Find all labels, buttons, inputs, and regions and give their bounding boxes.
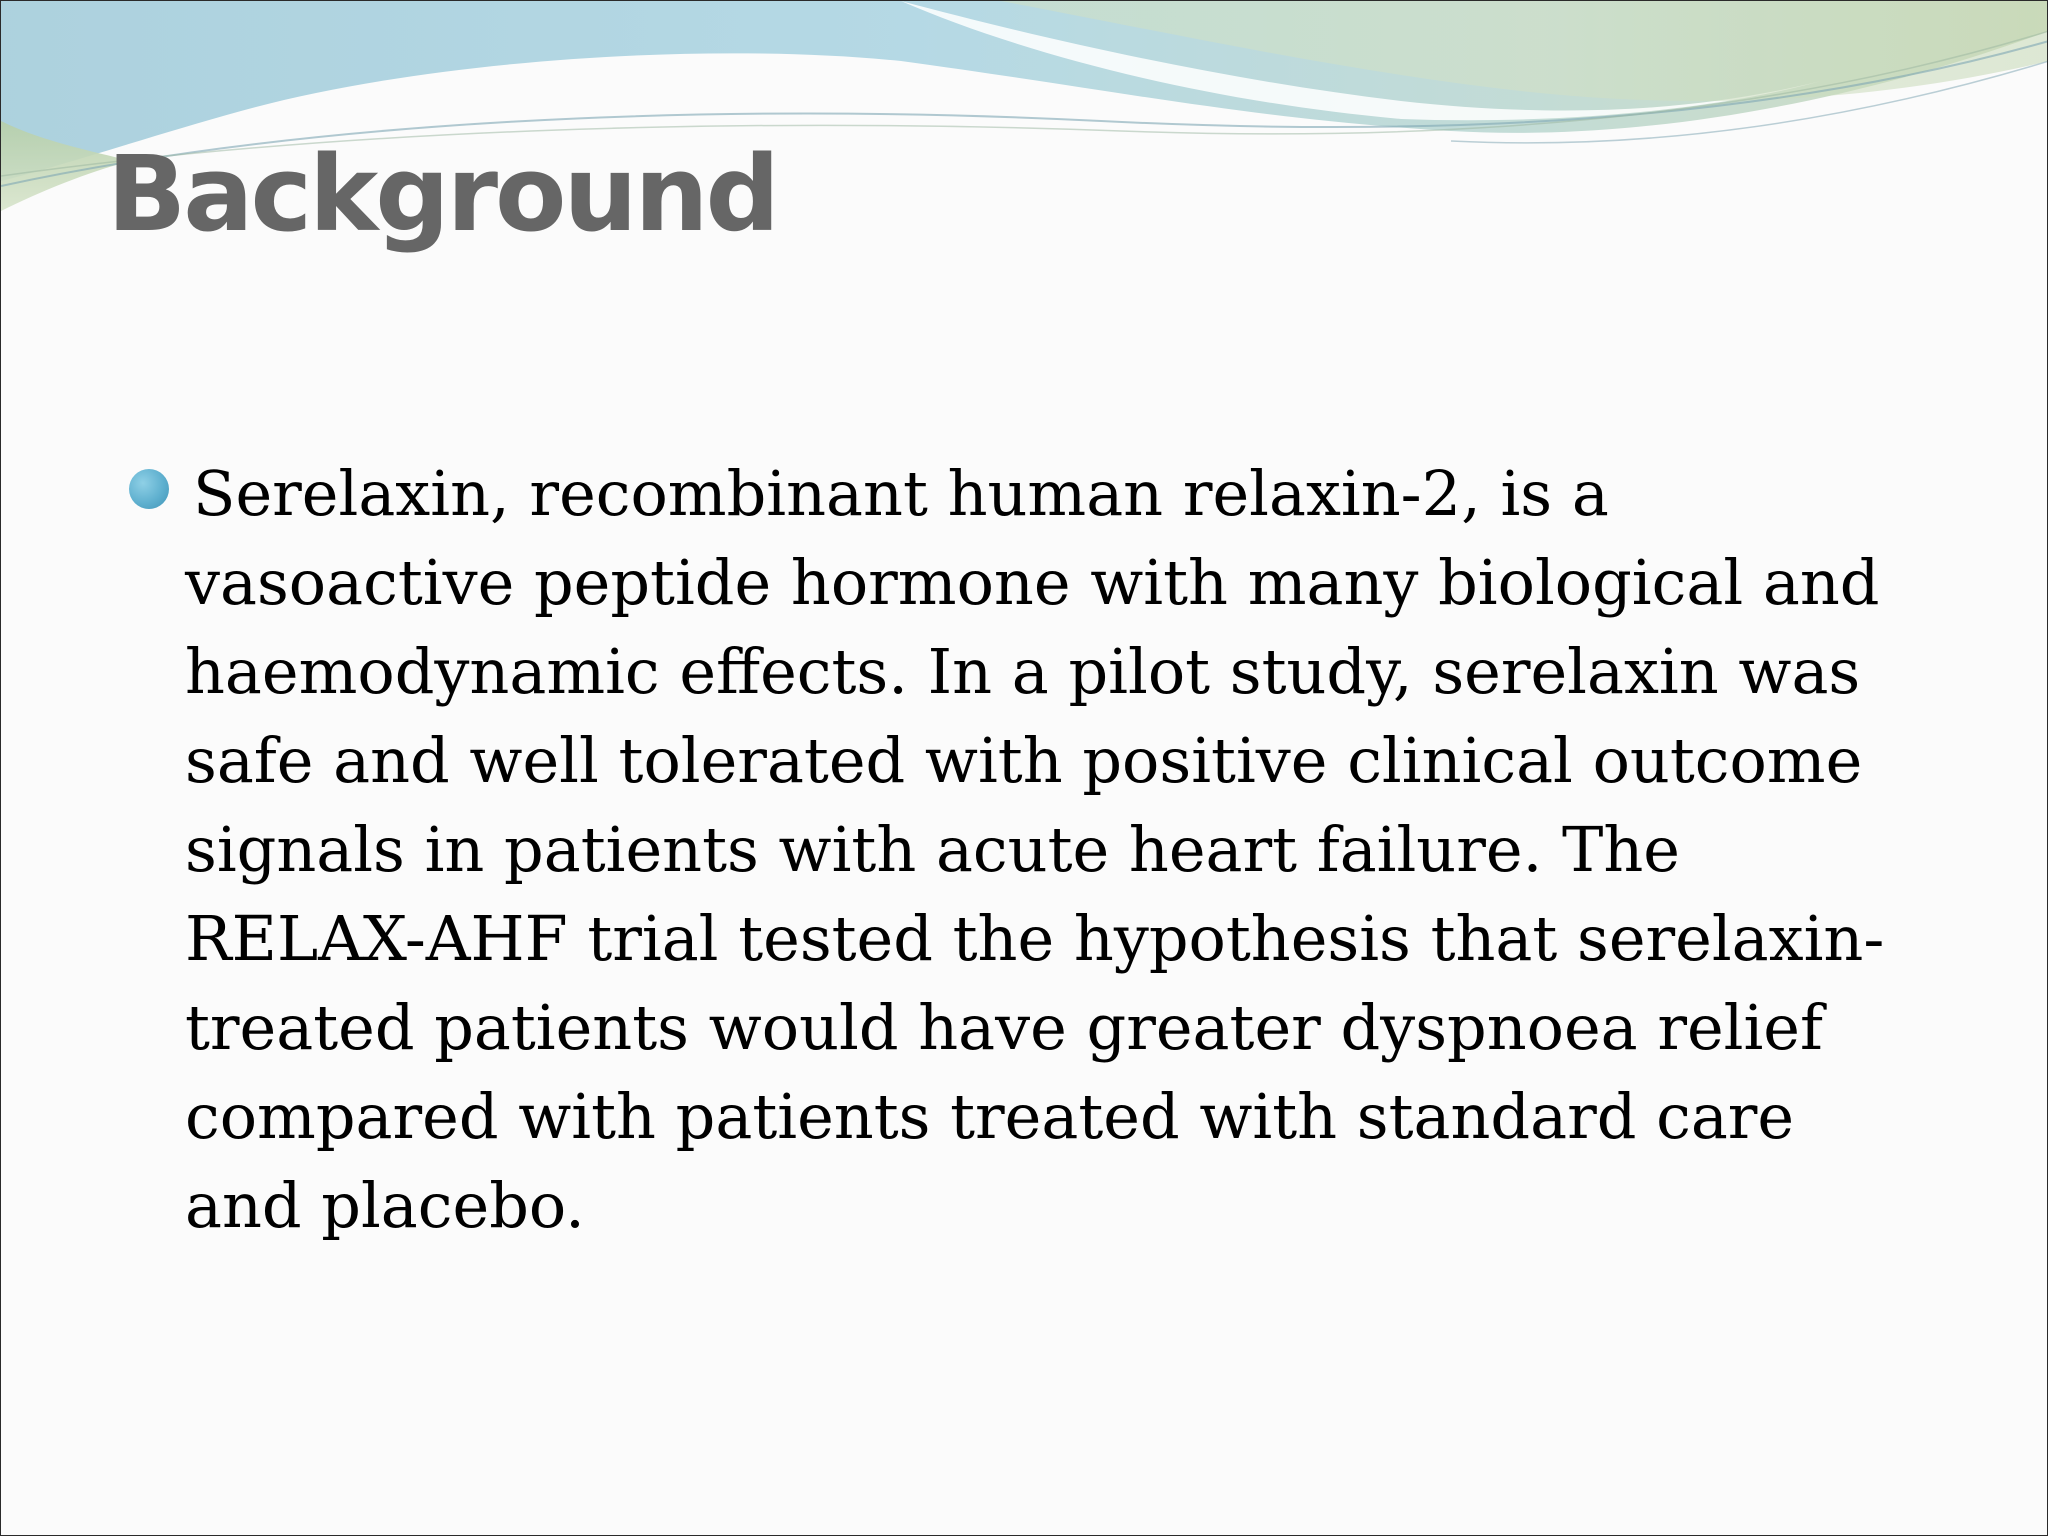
bullet-line: Serelaxin, recombinant human relaxin-2, is a (193, 457, 1609, 530)
circle-bullet-icon (129, 469, 169, 509)
bullet-line: safe and well tolerated with positive clinical outcome (185, 724, 1863, 797)
bullet-line: and placebo. (185, 1169, 585, 1242)
bullet-line: RELAX-AHF trial tested the hypothesis that serelaxin- (185, 902, 1885, 975)
bullet-item (129, 449, 1929, 1250)
bullet-paragraph (185, 449, 1929, 1250)
bullet-line: haemodynamic effects. In a pilot study, serelaxin was (185, 635, 1861, 708)
bullet-line: signals in patients with acute heart failure. The (185, 813, 1680, 886)
bullet-line: compared with patients treated with standard care (185, 1080, 1795, 1153)
bullet-line: vasoactive peptide hormone with many biological and (185, 546, 1880, 619)
bullet-list (129, 449, 1929, 1250)
bullet-line: treated patients would have greater dyspnoea relief (185, 991, 1823, 1064)
slide-title: Background (107, 133, 777, 255)
